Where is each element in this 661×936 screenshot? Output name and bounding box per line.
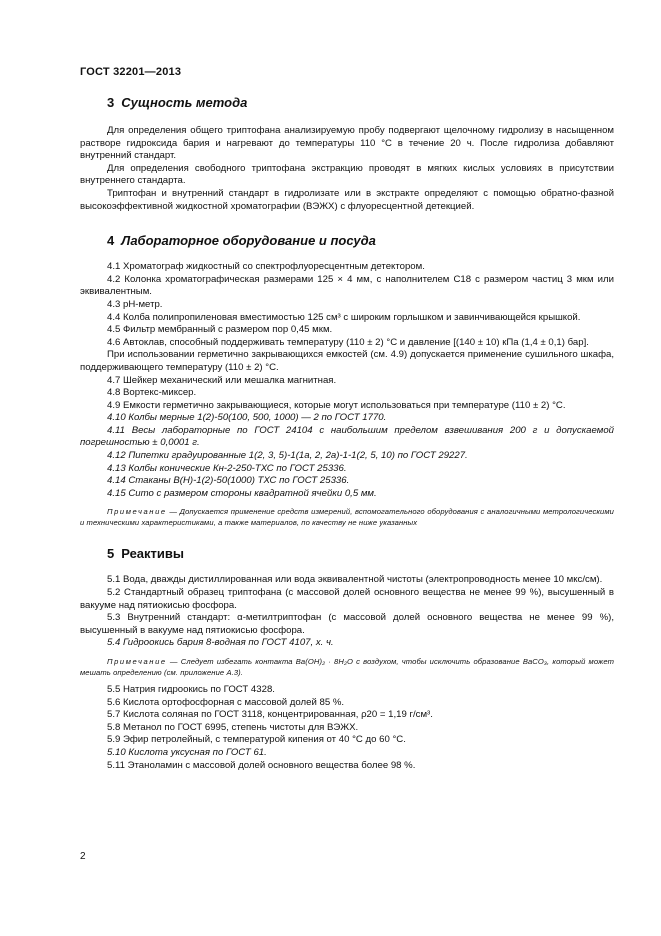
section-5-title — [80, 546, 614, 562]
list-item: 5.1 Вода, дважды дистиллированная или вода эквивалентной чистоты (электропроводность менее 10 мкс/см). — [107, 574, 603, 586]
document-header: ГОСТ 32201—2013 — [80, 66, 182, 78]
section-number: 4 — [107, 233, 115, 249]
list-item: 5.9 Эфир петролейный, с температурой кипения от 40 °C до 60 °C. — [107, 734, 406, 746]
list-item: 5.3 Внутренний стандарт: α-метилтриптофан (с массовой долей основного вещества не менее 99 %), высушенный в вакууме над пятиокисью фосфора. — [80, 612, 614, 636]
note-text: — Следует избегать контакта Ba(OH)₂ · 8H₂O с воздухом, чтобы исключить образование BaCO₃, который может мешать определению (см. приложение А.3). — [80, 657, 614, 677]
list-item: 5.11 Этаноламин с массовой долей основного вещества более 98 %. — [107, 759, 416, 771]
section-title-text: Сущность метода — [121, 95, 248, 110]
list-item: 4.11 Весы лабораторные по ГОСТ 24104 с наибольшим пределом взвешивания 200 г и допускаемой погрешностью ± 0,0001 г. — [80, 424, 614, 449]
list-item: 4.3 pH-метр. — [107, 298, 163, 310]
list-item: 5.5 Натрия гидроокись по ГОСТ 4328. — [107, 684, 275, 695]
list-item: 4.12 Пипетки градуированные 1(2, 3, 5)-1(1а, 2, 2а)-1-1(2, 5, 10) по ГОСТ 29227. — [107, 450, 468, 462]
list-item: 5.2 Стандартный образец триптофана (с массовой долей основного вещества не менее 99 %), высушенный в вакууме над пятиокисью фосфора. — [80, 587, 614, 611]
section-number: 5 — [107, 546, 115, 562]
list-item: 4.4 Колба полипропиленовая вместимостью 125 см³ с широким горлышком и завинчивающейся крышкой. — [107, 311, 581, 323]
note — [80, 656, 614, 678]
section-4-title — [80, 233, 614, 249]
note-label: Примечание — [107, 657, 167, 666]
list-item: При использовании герметично закрывающихся емкостей (см. 4.9) допускается применение сушильного шкафа, поддерживающего температуру (110 ± 2) °C. — [80, 349, 614, 373]
list-item: 4.10 Колбы мерные 1(2)-50(100, 500, 1000) — 2 по ГОСТ 1770. — [107, 412, 387, 424]
list-item: 4.9 Емкости герметично закрывающиеся, которые могут использоваться при температуре (110 ± 2) °C. — [107, 399, 566, 411]
list-item: 5.10 Кислота уксусная по ГОСТ 61. — [107, 746, 267, 758]
list-item: 4.8 Вортекс-миксер. — [107, 387, 197, 399]
list-item: 4.13 Колбы конические Кн-2-250-ТХС по ГОСТ 25336. — [107, 462, 347, 474]
note — [80, 506, 614, 528]
section-title-text: Лабораторное оборудование и посуда — [121, 233, 376, 249]
list-item: 4.1 Хроматограф жидкостный со спектрофлуоресцентным детектором. — [107, 261, 425, 273]
list-item: 4.15 Сито с размером стороны квадратной ячейки 0,5 мм. — [107, 487, 377, 499]
paragraph: Триптофан и внутренний стандарт в гидролизате или в экстракте определяют с помощью обратно-фазной высокоэффективной жидкостной хроматографии (ВЭЖХ) с флуоресцентной детекцией. — [80, 187, 614, 212]
paragraph: Для определения свободного триптофана экстракцию проводят в мягких кислых условиях в присутствии внутреннего стандарта. — [80, 162, 614, 187]
section-3-title — [80, 95, 614, 111]
note-text: — Допускается применение средств измерений, вспомогательного оборудования с аналогичными метрологическими и техническими характеристиками, а также материалов, по качеству не ниже указанных — [80, 507, 614, 528]
list-item: 4.2 Колонка хроматографическая размерами 125 × 4 мм, с наполнителем C18 с размером частиц 3 мкм или эквивалентным. — [80, 273, 614, 298]
section-number: 3 — [107, 95, 115, 110]
list-item: 4.14 Стаканы В(Н)-1(2)-50(1000) ТХС по ГОСТ 25336. — [107, 475, 350, 487]
paragraph: Для определения общего триптофана анализируемую пробу подвергают щелочному гидролизу в насыщенном растворе гидроксида бария и нагревают до температуры 110 °C в течение 20 ч. После гидролиза добавляют внутренний стандарт. — [80, 125, 614, 162]
section-title-text: Реактивы — [121, 546, 184, 562]
list-item: 4.5 Фильтр мембранный с размером пор 0,45 мкм. — [107, 324, 333, 336]
list-item: 4.7 Шейкер механический или мешалка магнитная. — [107, 374, 337, 386]
list-item: 5.7 Кислота соляная по ГОСТ 3118, концентрированная, ρ20 = 1,19 г/см³. — [107, 709, 433, 721]
list-item: 5.4 Гидроокись бария 8-водная по ГОСТ 4107, х. ч. — [107, 637, 334, 649]
list-item: 5.8 Метанол по ГОСТ 6995, степень чистоты для ВЭЖХ. — [107, 721, 359, 733]
list-item: 4.6 Автоклав, способный поддерживать температуру (110 ± 2) °C и давление [(140 ± 10) кПа (1,4 ± 0,1) бар]. — [107, 336, 589, 348]
page-number: 2 — [80, 851, 86, 862]
page-body — [80, 95, 614, 772]
note-label: Примечание — [107, 507, 167, 517]
list-item: 5.6 Кислота ортофосфорная с массовой долей 85 %. — [107, 696, 345, 708]
